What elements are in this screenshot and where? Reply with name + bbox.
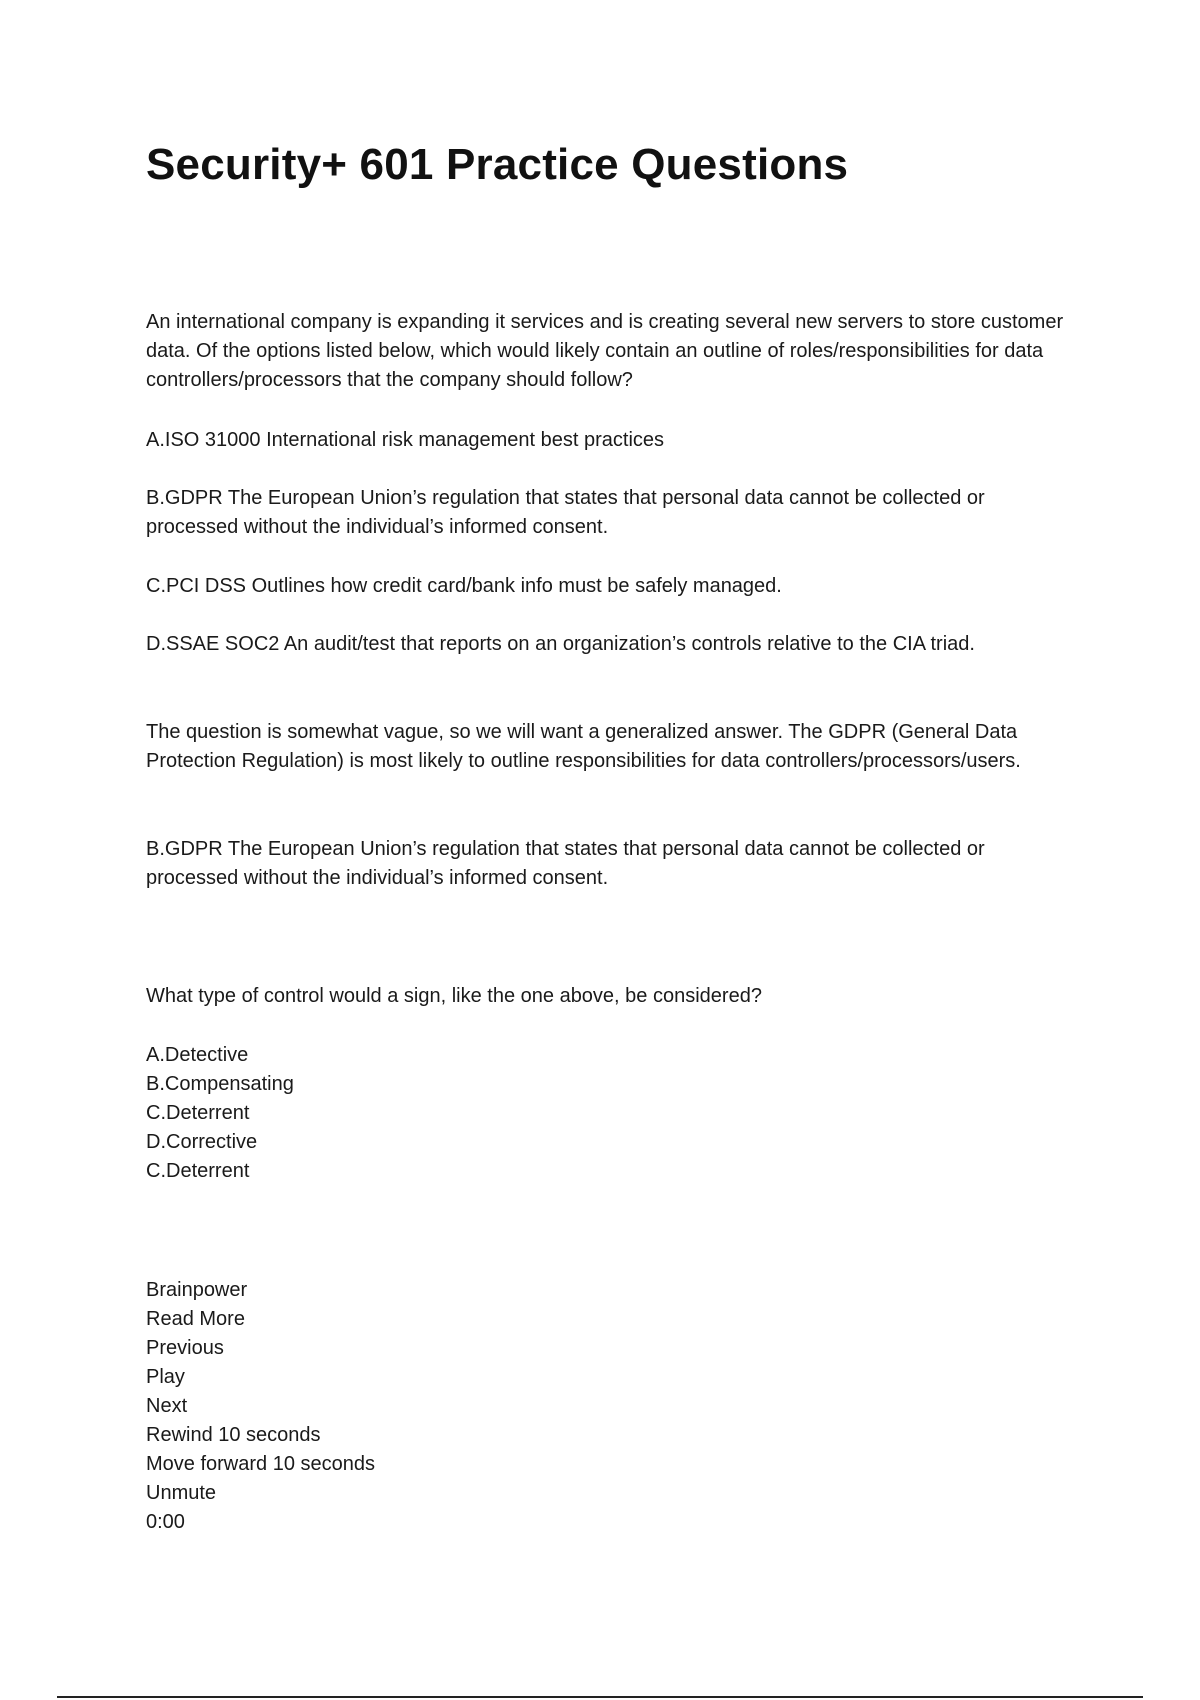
media-play-label: Play [146,1366,185,1388]
media-next-label: Next [146,1395,188,1417]
media-forward-label: Move forward 10 seconds [146,1453,376,1475]
question-2-answer: C.Deterrent [146,1160,250,1182]
question-1-option-a: A.ISO 31000 International risk management best practices [146,429,665,451]
question-2-option-d: D.Corrective [146,1131,258,1153]
page-title: Security+ 601 Practice Questions [146,140,849,189]
question-2-options [146,1041,1066,1186]
media-brand-label: Brainpower [146,1279,248,1301]
media-unmute-label: Unmute [146,1482,217,1504]
question-1-explanation: The question is somewhat vague, so we will want a generalized answer. The GDPR (General Data Protection Regulation) is most likely to outline responsibilities for data controllers/processors/users. [146,721,1021,772]
question-2-prompt: What type of control would a sign, like the one above, be considered? [146,985,762,1007]
question-1-prompt: An international company is expanding it services and is creating several new servers to store customer data. Of the options listed below, which would likely contain an outline of roles/responsibilities for data controllers/processors that the company should follow? [146,311,1064,391]
page-bottom-rule [57,1696,1143,1698]
question-1-option-b: B.GDPR The European Union’s regulation that states that personal data cannot be collected or processed without the individual’s informed consent. [146,487,985,538]
question-1-answer: B.GDPR The European Union’s regulation that states that personal data cannot be collected or processed without the individual’s informed consent. [146,838,985,889]
media-read-more-link: Read More [146,1308,245,1330]
media-previous-label: Previous [146,1337,224,1359]
question-2-option-c: C.Deterrent [146,1102,250,1124]
media-player-text [146,1276,1066,1537]
question-1-option-d: D.SSAE SOC2 An audit/test that reports on an organization’s controls relative to the CIA triad. [146,633,975,655]
media-time-display: 0:00 [146,1511,185,1533]
question-2-option-b: B.Compensating [146,1073,294,1095]
question-1-option-c: C.PCI DSS Outlines how credit card/bank info must be safely managed. [146,575,782,597]
media-rewind-label: Rewind 10 seconds [146,1424,321,1446]
question-2-option-a: A.Detective [146,1044,249,1066]
